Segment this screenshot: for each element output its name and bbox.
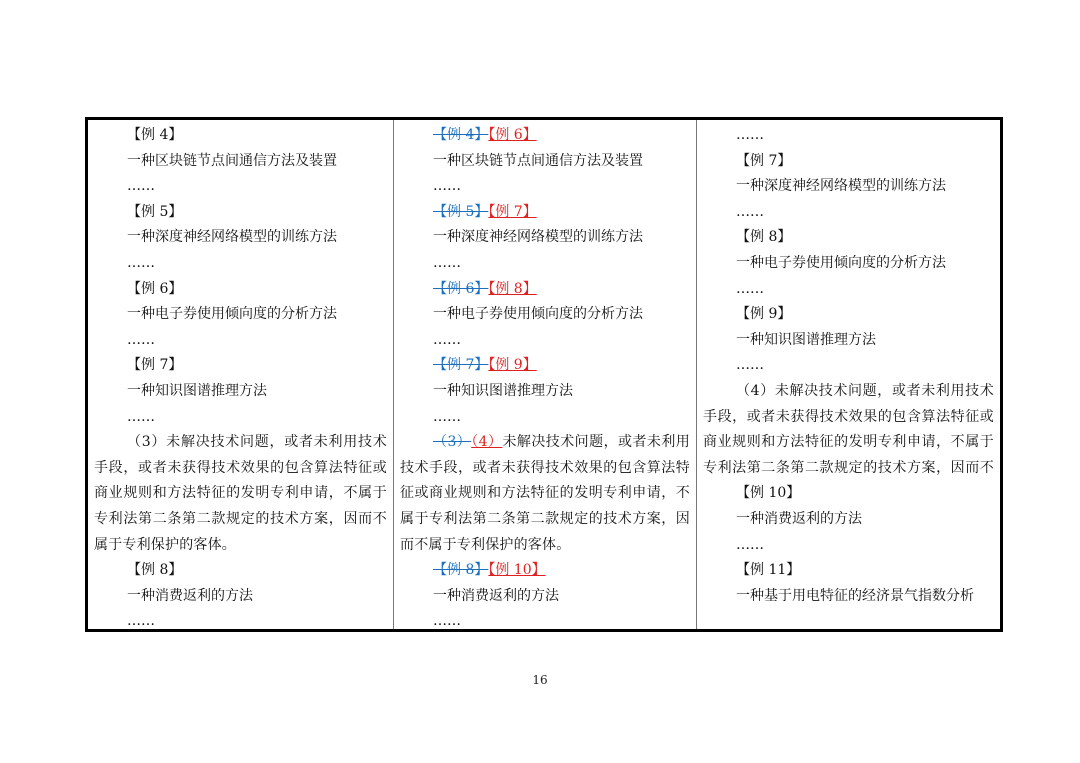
example-title: 一种知识图谱推理方法 [127,382,267,399]
ellipsis: …… [736,203,764,220]
deleted-text: 【例 5】 [433,203,489,220]
example-title: 一种电子券使用倾向度的分析方法 [127,306,337,323]
ellipsis: …… [433,408,461,425]
deleted-text: 【例 8】 [433,562,489,579]
inserted-text: 【例 9】 [488,357,537,374]
inserted-text: 【例 7】 [488,203,537,220]
ellipsis: …… [433,331,461,348]
example-heading: 【例 7】 [127,357,183,374]
ellipsis: …… [127,613,155,630]
example-heading: 【例 8】 [736,229,792,246]
comparison-table [85,117,1003,632]
example-heading: 【例 11】 [736,562,801,579]
deleted-text: 【例 7】 [433,357,489,374]
inserted-text: 【例 6】 [488,127,537,143]
paragraph-4: （4）未解决技术问题，或者未利用技术手段，或者未获得技术效果的包含算法特征或商业规则和方法特征的发明专利申请，不属于专利法第二条第二款规定的技术方案，因而不 [703,382,994,476]
example-heading-revised [400,200,690,226]
example-title: 一种消费返利的方法 [736,510,862,527]
deleted-text: （3） [433,434,472,451]
paragraph-body: 未解决技术问题，或者未利用技术手段，或者未获得技术效果的包含算法特征或商业规则和方法特征的发明专利申请，不属于专利法第二条第二款规定的技术方案，因而不属于专利保护的客体。 [400,434,690,553]
example-heading-revised [400,123,690,149]
example-heading-revised [400,277,690,303]
column-revised-markup [394,120,697,629]
ellipsis: …… [736,357,764,374]
ellipsis: …… [736,536,764,553]
page-number: 16 [532,673,548,687]
ellipsis: …… [127,408,155,425]
ellipsis: …… [433,178,461,195]
example-title: 一种基于用电特征的经济景气指数分析 [736,587,974,604]
deleted-text: 【例 6】 [433,280,489,297]
paragraph-3: （3）未解决技术问题，或者未利用技术手段，或者未获得技术效果的包含算法特征或商业规则和方法特征的发明专利申请，不属于专利法第二条第二款规定的技术方案，因而不属于专利保护的客体。 [94,434,387,553]
example-title: 一种区块链节点间通信方法及装置 [433,152,643,169]
inserted-text: 【例 8】 [488,280,537,297]
example-title: 一种电子券使用倾向度的分析方法 [433,306,643,323]
example-title: 一种电子券使用倾向度的分析方法 [736,254,946,271]
ellipsis: …… [736,280,764,297]
ellipsis: …… [127,254,155,271]
example-title: 一种深度神经网络模型的训练方法 [127,229,337,246]
example-heading: 【例 9】 [736,306,792,323]
example-heading-revised [400,353,690,379]
example-title: 一种深度神经网络模型的训练方法 [736,178,946,195]
example-heading: 【例 10】 [736,485,801,502]
example-title: 一种消费返利的方法 [433,587,559,604]
inserted-text: （4） [471,434,503,451]
paragraph-4-revised [400,430,690,558]
column-revised-clean [697,120,1000,629]
example-heading: 【例 4】 [127,127,183,143]
column-original [88,120,394,629]
example-title: 一种区块链节点间通信方法及装置 [127,152,337,169]
ellipsis: …… [127,178,155,195]
inserted-text: 【例 10】 [488,562,546,579]
ellipsis: …… [127,331,155,348]
example-title: 一种消费返利的方法 [127,587,253,604]
example-heading: 【例 6】 [127,280,183,297]
example-heading: 【例 7】 [736,152,792,169]
example-title: 一种知识图谱推理方法 [736,331,876,348]
example-title: 一种深度神经网络模型的训练方法 [433,229,643,246]
example-title: 一种知识图谱推理方法 [433,382,573,399]
deleted-text: 【例 4】 [433,127,489,143]
example-heading: 【例 8】 [127,562,183,579]
ellipsis: …… [433,613,461,630]
ellipsis: …… [433,254,461,271]
example-heading-revised [400,558,690,584]
example-heading: 【例 5】 [127,203,183,220]
ellipsis: …… [736,127,764,143]
